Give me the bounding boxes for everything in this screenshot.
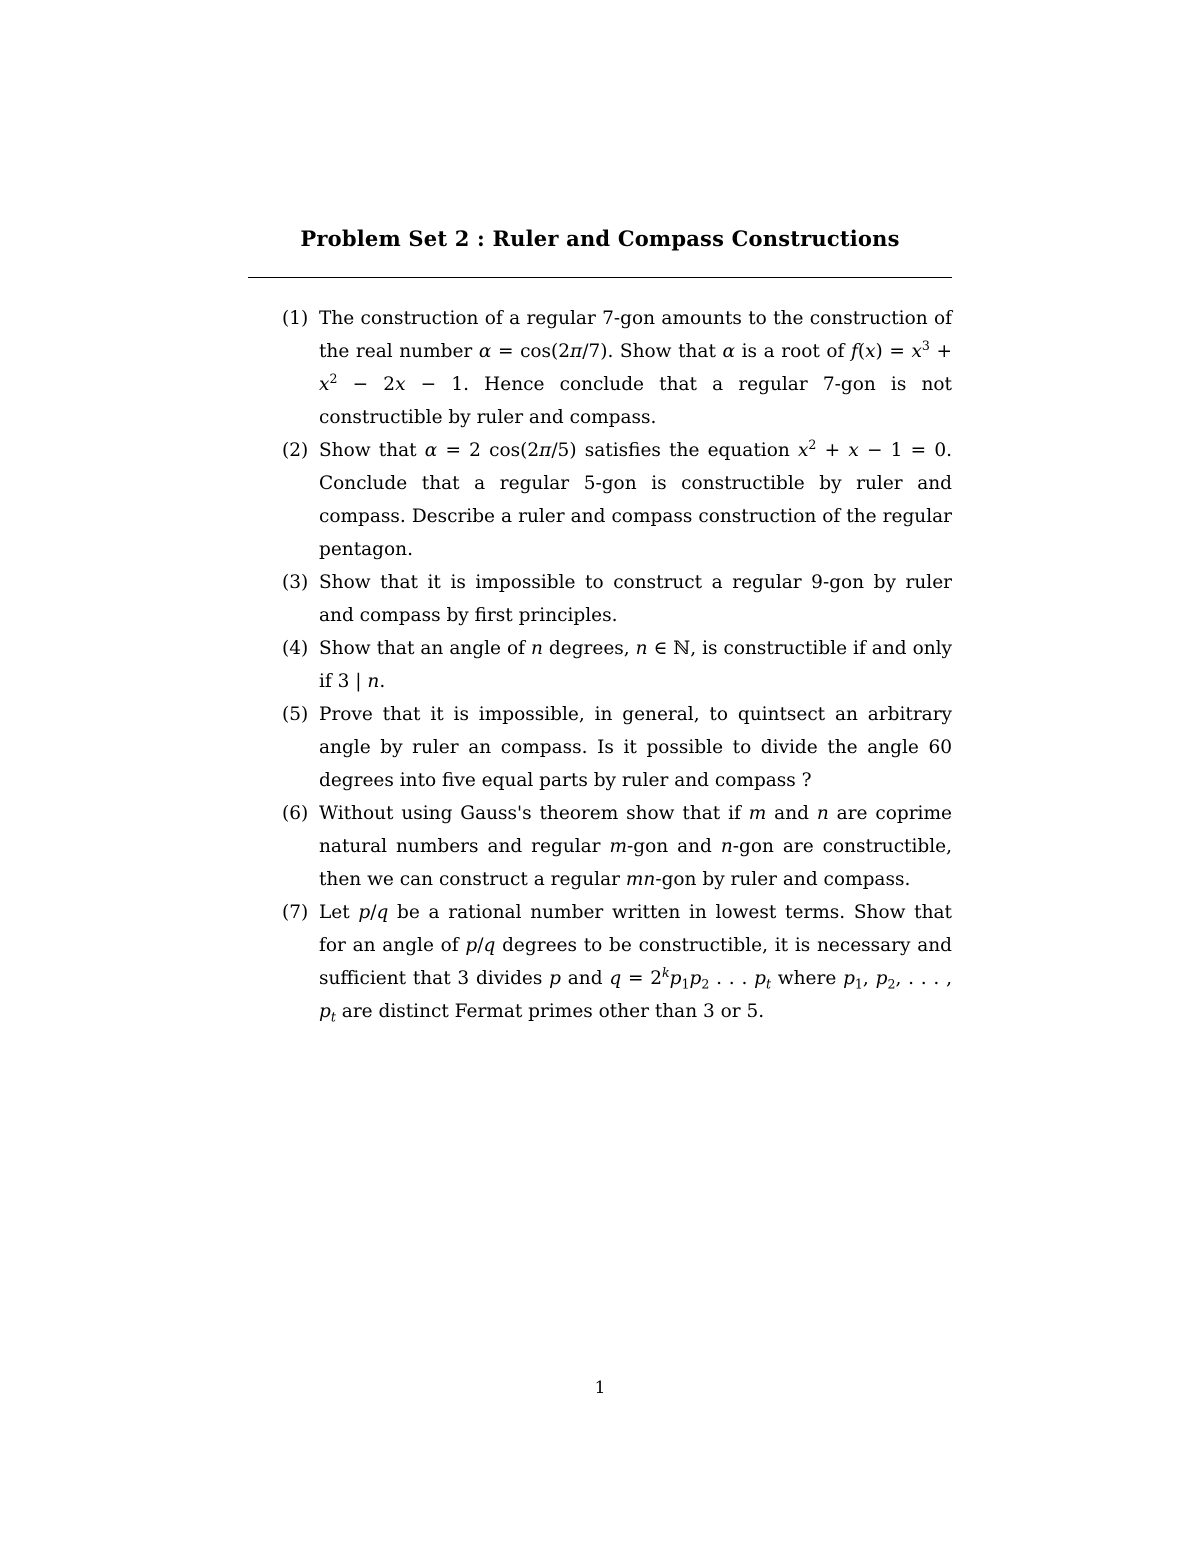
problem-number: (7)	[282, 902, 309, 923]
problem-list	[282, 302, 952, 1028]
problem-item	[282, 632, 952, 698]
page-number: 1	[594, 1378, 606, 1398]
problem-item	[282, 434, 952, 566]
problem-number: (2)	[282, 440, 309, 461]
problem-item	[282, 896, 952, 1028]
problem-number: (5)	[282, 704, 309, 725]
problem-number: (3)	[282, 572, 309, 593]
problem-item	[282, 566, 952, 632]
problem-item	[282, 302, 952, 434]
problem-number: (6)	[282, 803, 309, 824]
problem-item	[282, 698, 952, 797]
problem-number: (4)	[282, 638, 309, 659]
problem-text: Show that it is impossible to construct a regular 9-gon by ruler and compass by first principles.	[319, 572, 952, 626]
problem-number: (1)	[282, 308, 309, 329]
problem-text: Let p/q be a rational number written in lowest terms. Show that for an angle of p/q degrees to be constructible, it is necessary and sufficient that 3 divides p and $q = 2^kp_1p_2$ . . . $p_t$ where $p_1$, $p_2$, . . . , $p_t$ are distinct Fermat primes other than 3 or 5.	[319, 902, 953, 1025]
problem-item	[282, 797, 952, 896]
page-title: Problem Set 2 : Ruler and Compass Constructions	[300, 226, 900, 251]
problem-text: Show that α = 2 cos(2π/5) satisfies the equation $x^2 + x - 1 = 0$. Conclude that a regular 5-gon is constructible by ruler and compass. Describe a ruler and compass construction of the regular pentagon.	[319, 436, 952, 560]
problem-text: Prove that it is impossible, in general, to quintsect an arbitrary angle by ruler an compass. Is it possible to divide the angle 60 degrees into five equal parts by ruler and compass ?	[319, 704, 952, 791]
problem-text: The construction of a regular 7-gon amounts to the construction of the real number α = cos(2π/7). Show that α is a root of $f(x) = x^3 + x^2 - 2x - 1$. Hence conclude that a regular 7-gon is not constructible by ruler and compass.	[319, 308, 952, 428]
title-rule	[248, 277, 952, 278]
problem-text: Without using Gauss's theorem show that if m and n are coprime natural numbers and regular m-gon and n-gon are constructible, then we can construct a regular mn-gon by ruler and compass.	[319, 803, 952, 890]
problem-text: Show that an angle of n degrees, n ∈ ℕ, is constructible if and only if 3 | n.	[319, 638, 953, 692]
